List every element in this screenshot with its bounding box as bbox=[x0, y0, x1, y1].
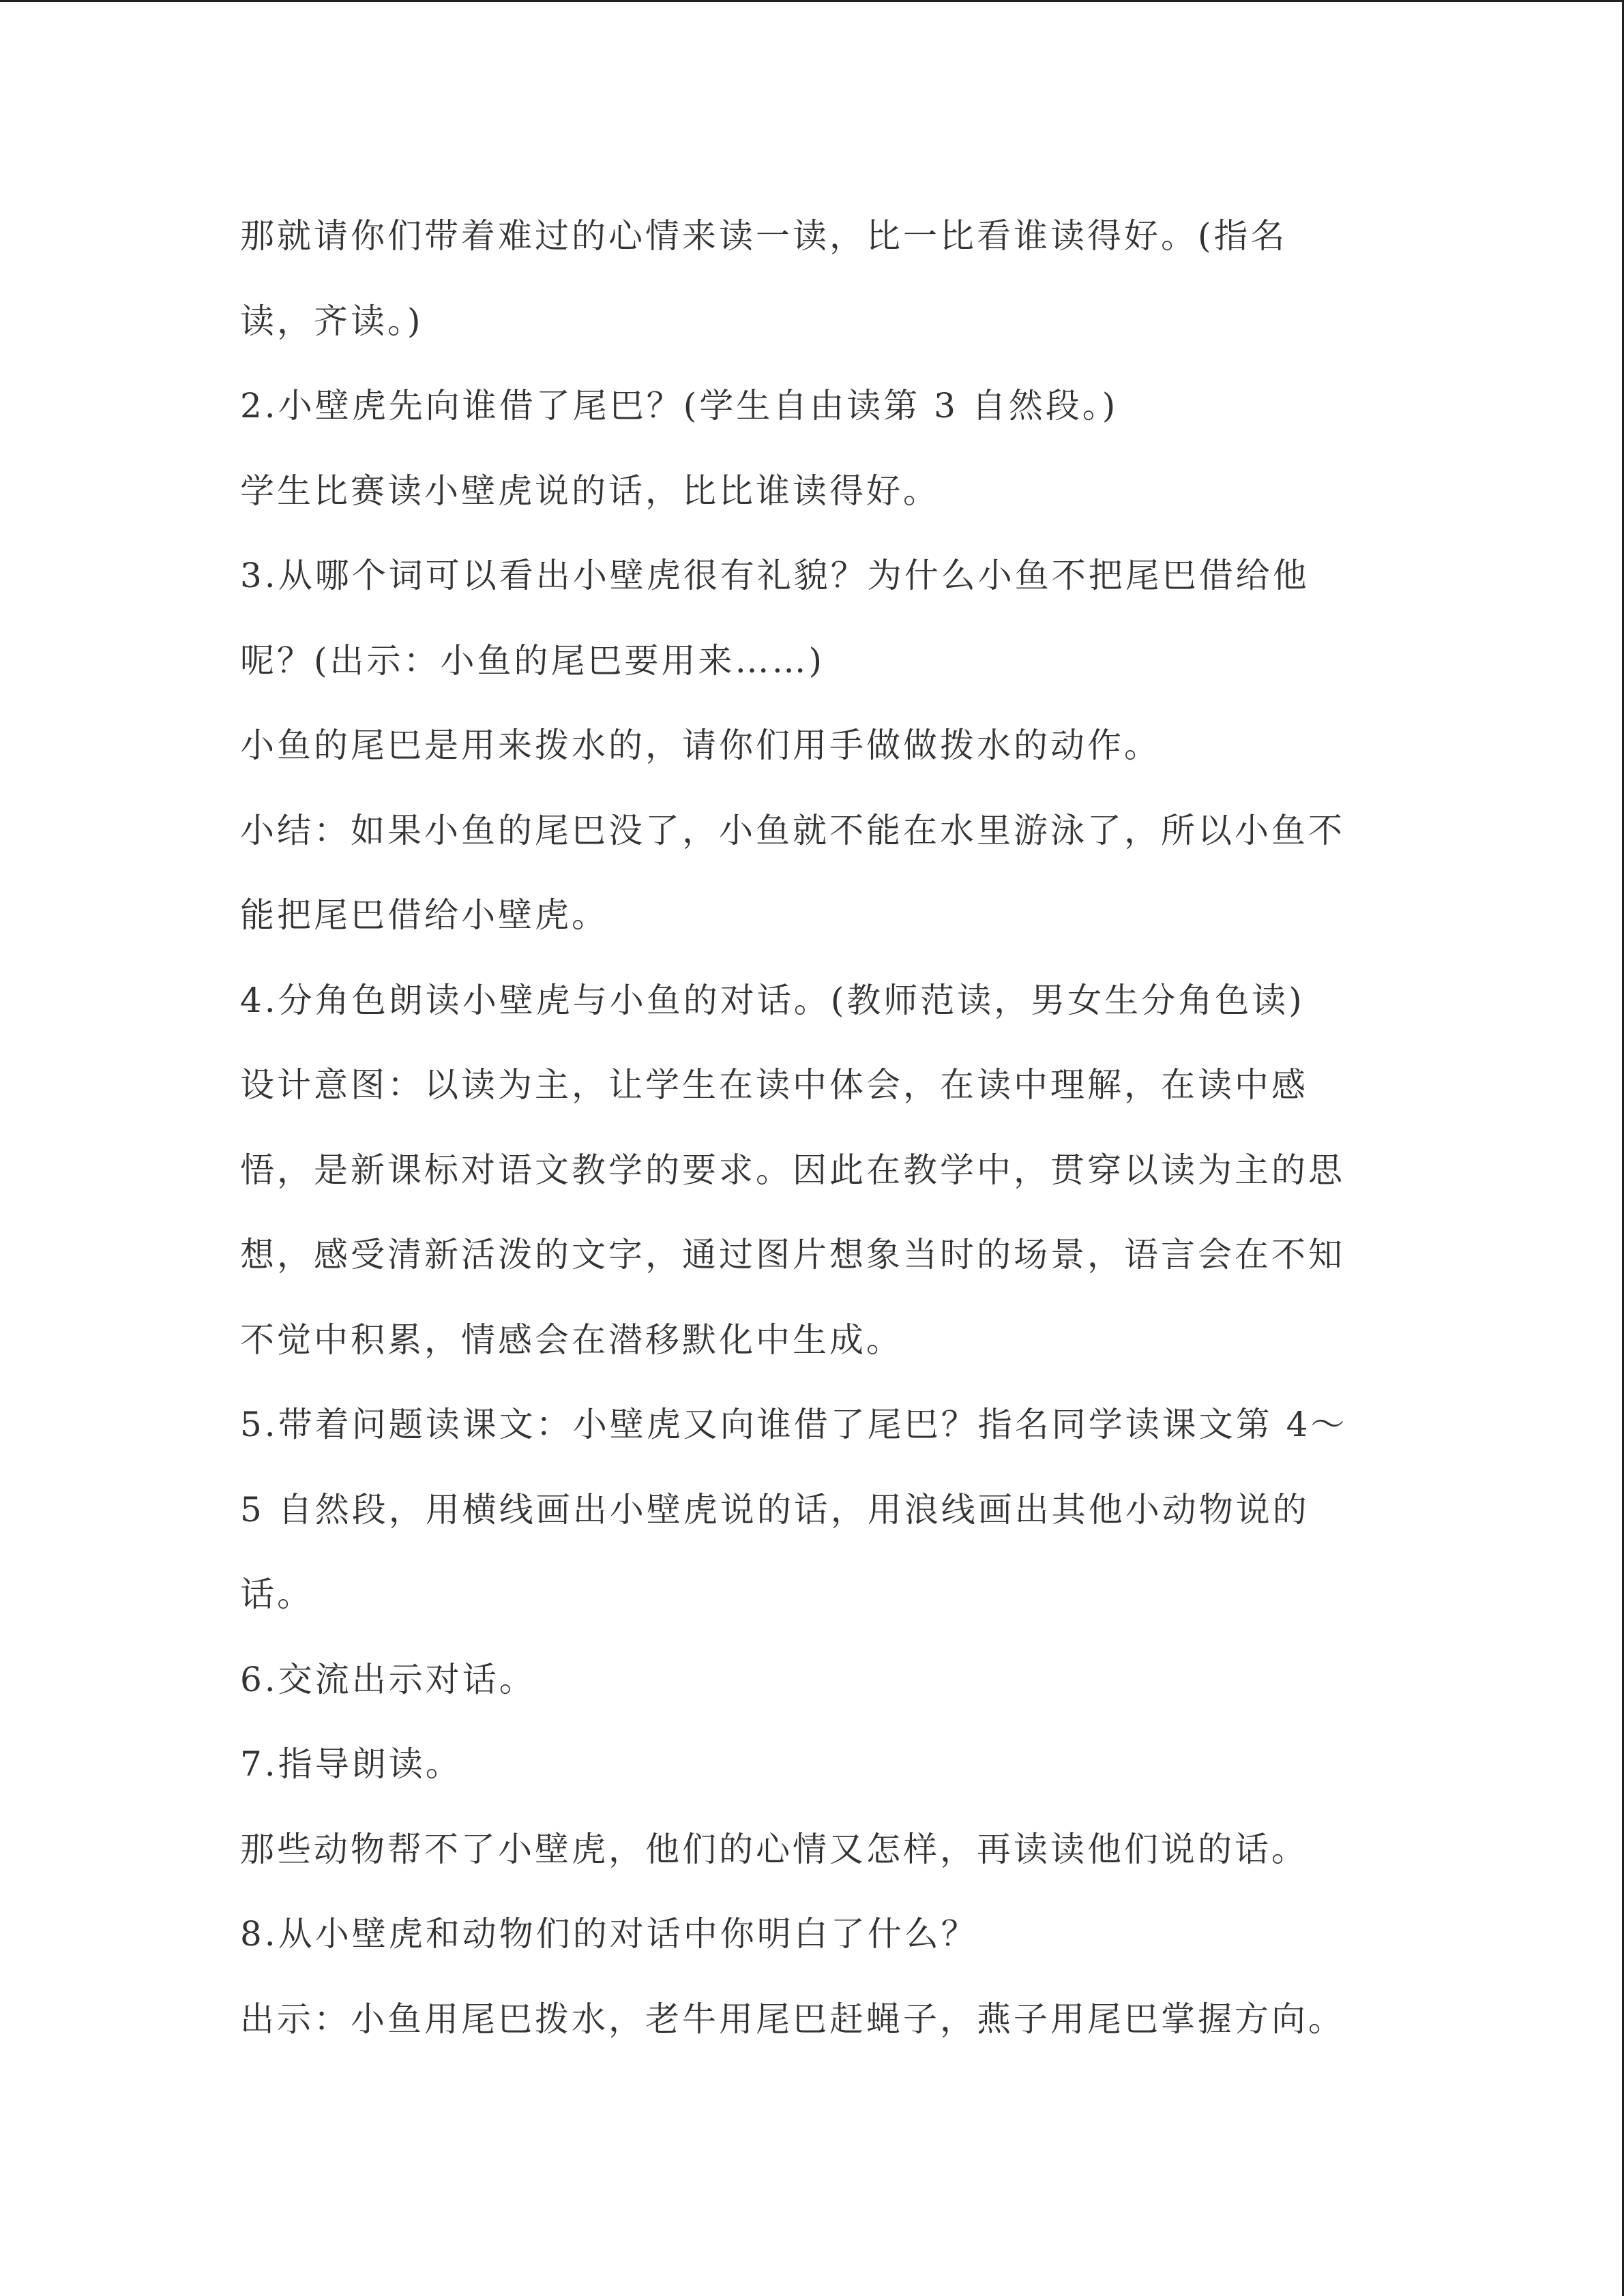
text-line: 7.指导朗读。 bbox=[240, 1744, 462, 1784]
text-line: 话。 bbox=[240, 1575, 314, 1614]
text-line: 出示：小鱼用尾巴拨水，老牛用尾巴赶蝇子，燕子用尾巴掌握方向。 bbox=[240, 1999, 1345, 2039]
text-line: 5 自然段，用横线画出小壁虎说的话，用浪线画出其他小动物说的 bbox=[240, 1489, 1310, 1530]
text-line: 3.从哪个词可以看出小壁虎很有礼貌？为什么小鱼不把尾巴借给他 bbox=[240, 556, 1310, 595]
text-line: 设计意图：以读为主，让学生在读中体会，在读中理解，在读中感 bbox=[240, 1065, 1308, 1105]
text-line: 那就请你们带着难过的心情来读一读，比一比看谁读得好。(指名 bbox=[240, 216, 1288, 256]
text-line: 8.从小壁虎和动物们的对话中你明白了什么？ bbox=[240, 1914, 978, 1954]
text-line: 学生比赛读小壁虎说的话，比比谁读得好。 bbox=[240, 471, 940, 511]
text-line: 不觉中积累，情感会在潜移默化中生成。 bbox=[240, 1320, 903, 1360]
text-line: 小结：如果小鱼的尾巴没了，小鱼就不能在水里游泳了，所以小鱼不 bbox=[240, 810, 1345, 850]
text-line: 能把尾巴借给小壁虎。 bbox=[240, 895, 608, 935]
text-line: 2.小壁虎先向谁借了尾巴？(学生自由读第 3 自然段。) bbox=[240, 386, 1119, 426]
text-line: 小鱼的尾巴是用来拨水的，请你们用手做做拨水的动作。 bbox=[240, 726, 1161, 765]
text-line: 那些动物帮不了小壁虎，他们的心情又怎样，再读读他们说的话。 bbox=[240, 1829, 1308, 1869]
document-body bbox=[240, 194, 1400, 2061]
text-line: 读，齐读。) bbox=[240, 301, 424, 341]
text-line: 想，感受清新活泼的文字，通过图片想象当时的场景，语言会在不知 bbox=[240, 1235, 1345, 1274]
text-line: 呢？(出示：小鱼的尾巴要用来……) bbox=[240, 640, 825, 681]
text-line: 5.带着问题读课文：小壁虎又向谁借了尾巴？指名同学读课文第 4～ bbox=[240, 1405, 1348, 1444]
text-line: 4.分角色朗读小壁虎与小鱼的对话。(教师范读，男女生分角色读) bbox=[240, 980, 1305, 1020]
page-border-top bbox=[0, 0, 1624, 2]
text-line: 6.交流出示对话。 bbox=[240, 1659, 536, 1699]
text-line: 悟，是新课标对语文教学的要求。因此在教学中，贯穿以读为主的思 bbox=[240, 1150, 1345, 1190]
